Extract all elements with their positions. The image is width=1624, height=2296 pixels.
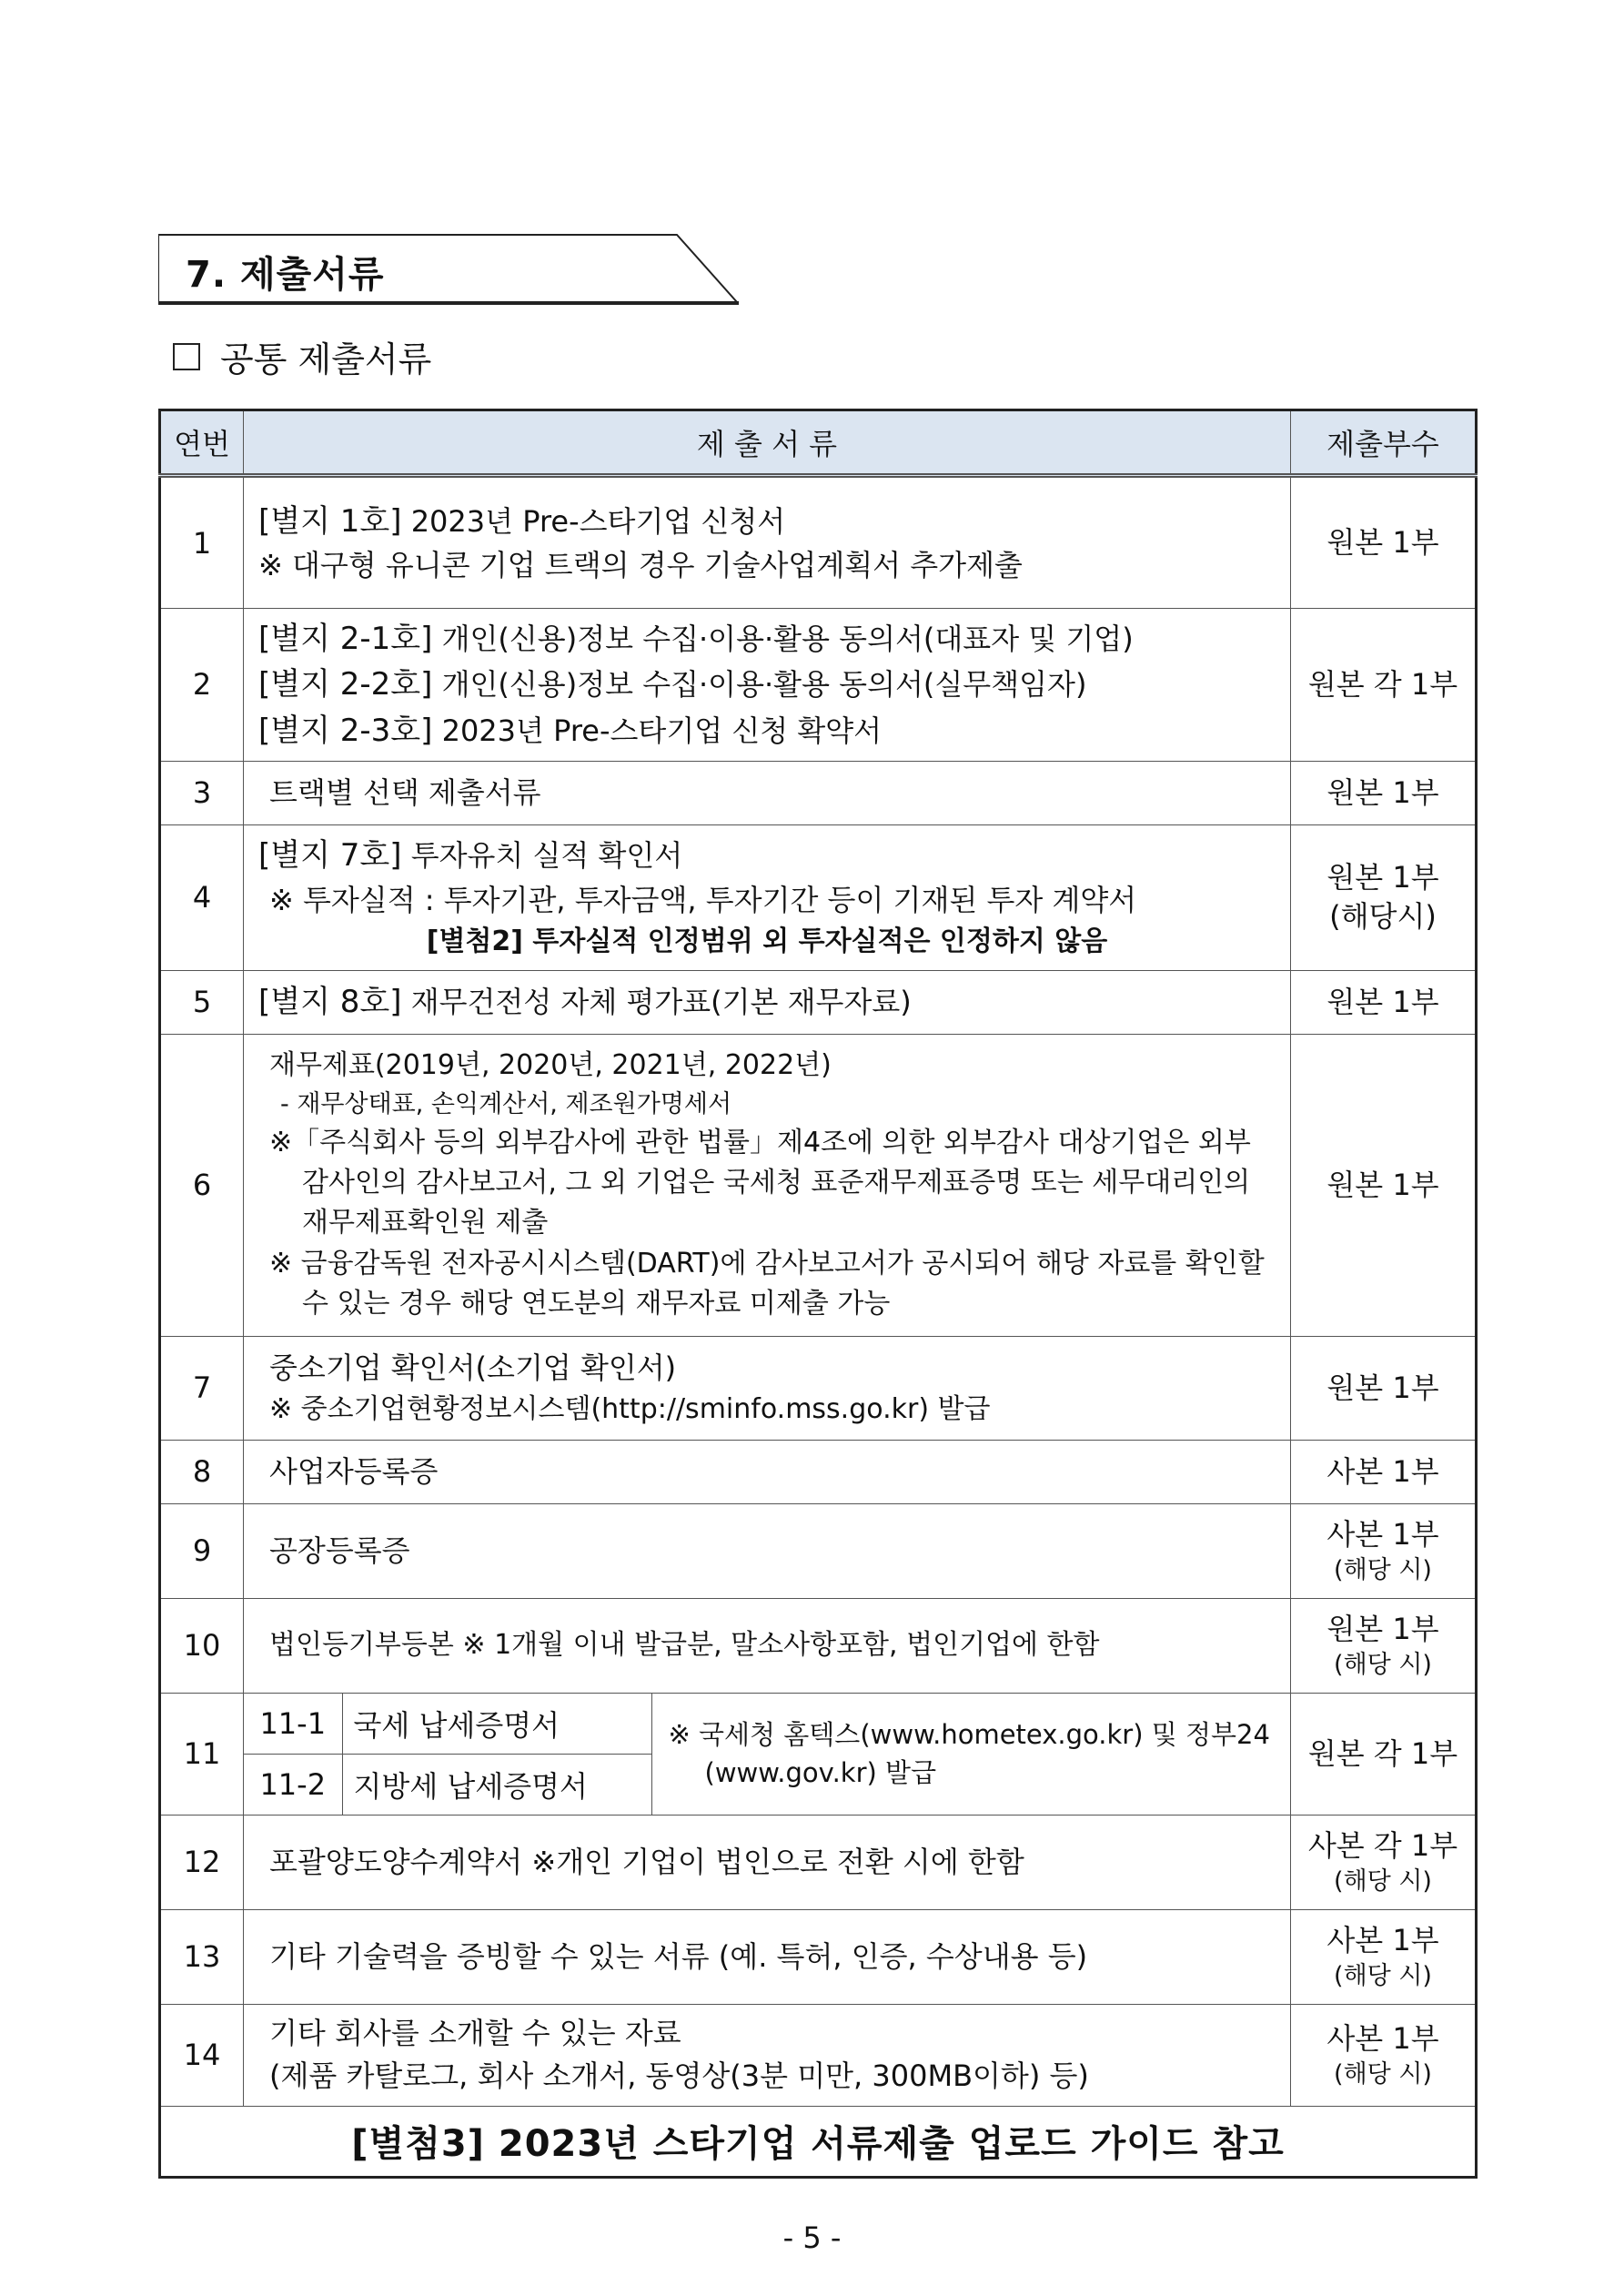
upload-guide-note: [별첨3] 2023년 스타기업 서류제출 업로드 가이드 참고 — [160, 2106, 1477, 2177]
doc-note: ※ 대구형 유니콘 기업 트랙의 경우 기술사업계획서 추가제출 — [258, 547, 1023, 582]
table-row — [160, 476, 1477, 609]
table-row — [160, 2004, 1477, 2106]
row-documents — [244, 609, 1291, 762]
row-number: 14 — [160, 2004, 244, 2106]
row-copies: 원본 1부 — [1291, 970, 1477, 1034]
row-documents: 트랙별 선택 제출서류 — [244, 761, 1291, 824]
subtable-row — [244, 1694, 1290, 1755]
row-copies: 원본 1부 (해당 시) — [1291, 1598, 1477, 1693]
row-copies: 원본 1부 — [1291, 1336, 1477, 1440]
row-number: 10 — [160, 1598, 244, 1693]
header-copies: 제출부수 — [1291, 410, 1477, 476]
row-number: 1 — [160, 476, 244, 609]
table-row — [160, 1034, 1477, 1336]
table-row — [160, 1598, 1477, 1693]
row-number: 6 — [160, 1034, 244, 1336]
row-copies: 원본 1부 — [1291, 761, 1477, 824]
row-number: 3 — [160, 761, 244, 824]
sub-no: 11-2 — [244, 1754, 342, 1815]
row-copies: 원본 각 1부 — [1291, 609, 1477, 762]
table-row — [160, 761, 1477, 824]
row-documents: 중소기업 확인서(소기업 확인서) ※ 중소기업현황정보시스템(http://sminfo.mss.go.kr) 발급 — [244, 1336, 1291, 1440]
section-tab — [158, 233, 741, 306]
row-copies: 사본 1부 (해당 시) — [1291, 1503, 1477, 1598]
doc-bold-note: [별첨2] 투자실적 인정범위 외 투자실적은 인정하지 않음 — [426, 925, 1108, 958]
empty-square-icon — [173, 343, 200, 370]
row-number: 12 — [160, 1815, 244, 1909]
header-no: 연번 — [160, 410, 244, 476]
tax-certificates-subtable — [244, 1694, 1290, 1815]
row-number: 4 — [160, 824, 244, 970]
row-documents: 기타 회사를 소개할 수 있는 자료 (제품 카탈로그, 회사 소개서, 동영상(3분 미만, 300MB이하) 등) — [244, 2004, 1291, 2106]
row-number: 9 — [160, 1503, 244, 1598]
doc-line: [별지 7호] 투자유치 실적 확인서 — [258, 837, 683, 875]
row-number: 7 — [160, 1336, 244, 1440]
table-row — [160, 1693, 1477, 1815]
row-documents — [244, 1693, 1291, 1815]
row-copies: 원본 각 1부 — [1291, 1693, 1477, 1815]
row-copies: 원본 1부 (해당시) — [1291, 824, 1477, 970]
row-documents: 포괄양도양수계약서 ※개인 기업이 법인으로 전환 시에 한함 — [244, 1815, 1291, 1909]
row-copies: 사본 1부 — [1291, 1440, 1477, 1503]
table-row — [160, 1440, 1477, 1503]
row-documents — [244, 970, 1291, 1034]
row-documents: 사업자등록증 — [244, 1440, 1291, 1503]
doc-line: [별지 2-1호] 개인(신용)정보 수집·이용·활용 동의서(대표자 및 기업) — [258, 621, 1134, 657]
row-documents: 재무제표(2019년, 2020년, 2021년, 2022년) - 재무상태표, 손익계산서, 제조원가명세서 ※「주식회사 등의 외부감사에 관한 법률」제4조에 의한 외부감사 대상기업은 외부 감사인의 감사보고서, 그 외 기업은 국세청 표준재무제표증명 또는 세무대리인의 재무제표확인원 제출 ※ 금융감독원 전자공시시스템(DART)에 감사보고서가 공시되어 해당 자료를 확인할 수 있는 경우 해당 연도분의 재무자료 미제출 가능 — [244, 1034, 1291, 1336]
row-documents — [244, 476, 1291, 609]
row-copies: 사본 1부 (해당 시) — [1291, 1909, 1477, 2004]
table-row — [160, 1336, 1477, 1440]
row-number: 5 — [160, 970, 244, 1034]
doc-line: [별지 2-3호] 2023년 Pre-스타기업 신청 확약서 — [258, 712, 883, 749]
row-copies: 사본 각 1부 (해당 시) — [1291, 1815, 1477, 1909]
sub-heading — [173, 331, 431, 381]
doc-line: [별지 2-2호] 개인(신용)정보 수집·이용·활용 동의서(실무책임자) — [258, 666, 1087, 703]
row-number: 8 — [160, 1440, 244, 1503]
page-number: - 5 - — [782, 2220, 842, 2255]
row-documents — [244, 824, 1291, 970]
sub-name: 국세 납세증명서 — [342, 1694, 651, 1755]
table-header-row — [160, 410, 1477, 476]
sub-no: 11-1 — [244, 1694, 342, 1755]
table-row — [160, 609, 1477, 762]
sub-heading-text: 공통 제출서류 — [220, 339, 432, 379]
row-documents: 기타 기술력을 증빙할 수 있는 서류 (예. 특허, 인증, 수상내용 등) — [244, 1909, 1291, 2004]
table-row — [160, 1503, 1477, 1598]
section-title: 7. 제출서류 — [186, 254, 385, 296]
documents-table — [158, 409, 1478, 2179]
row-copies: 원본 1부 — [1291, 1034, 1477, 1336]
row-copies: 사본 1부 (해당 시) — [1291, 2004, 1477, 2106]
doc-line: [별지 8호] 재무건전성 자체 평가표(기본 재무자료) — [258, 984, 912, 1021]
table-footer-row — [160, 2106, 1477, 2177]
header-documents: 제 출 서 류 — [244, 410, 1291, 476]
row-documents: 공장등록증 — [244, 1503, 1291, 1598]
table-row — [160, 824, 1477, 970]
doc-note: ※ 투자실적 : 투자기관, 투자금액, 투자기간 등이 기재된 투자 계약서 — [269, 882, 1137, 917]
table-row — [160, 970, 1477, 1034]
row-documents: 법인등기부등본 ※ 1개월 이내 발급분, 말소사항포함, 법인기업에 한함 — [244, 1598, 1291, 1693]
sub-name: 지방세 납세증명서 — [342, 1754, 651, 1815]
row-copies: 원본 1부 — [1291, 476, 1477, 609]
sub-note: ※ 국세청 홈텍스(www.hometex.go.kr) 및 정부24 (www.gov.kr) 발급 — [651, 1694, 1290, 1815]
doc-line: [별지 1호] 2023년 Pre-스타기업 신청서 — [258, 502, 786, 540]
row-number: 11 — [160, 1693, 244, 1815]
row-number: 2 — [160, 609, 244, 762]
table-row — [160, 1815, 1477, 1909]
table-row — [160, 1909, 1477, 2004]
row-number: 13 — [160, 1909, 244, 2004]
